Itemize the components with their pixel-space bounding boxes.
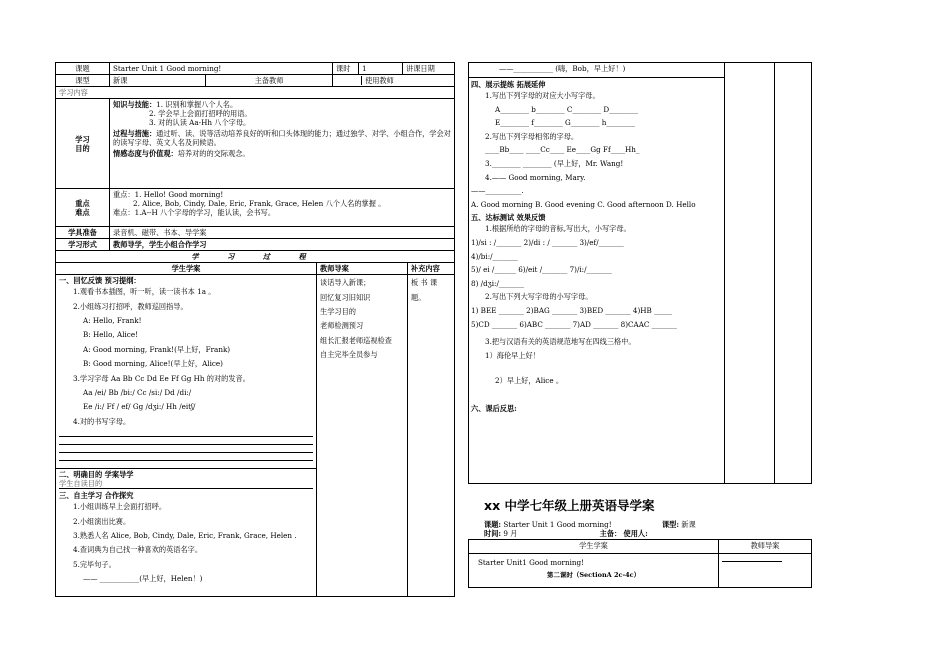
doc-meta-row-2 — [468, 529, 811, 538]
doc-type-value: 新课 — [681, 519, 696, 529]
right-teacher-cell — [725, 63, 775, 484]
section-3-title: 三、自主学习 合作探究 — [59, 491, 134, 501]
s5-line-1: 1.根据所给的字母的音标,写出大，小写字母。 — [485, 224, 631, 234]
teacher-note-1: 谈话导入新课； — [320, 278, 371, 288]
lesson2-period-line: 第二课时（SectionA 2c-4c） — [546, 570, 641, 579]
s5-line-8: 5)CD _______ 6)ABC _______ 7)AD _______ 8)CAAC _______ — [471, 319, 677, 329]
tools-value: 录音机、磁带、书本、导学案 — [110, 227, 455, 239]
s5-line-5: 8) /dʒi:/_______ — [471, 278, 525, 288]
s1-line-10: 4.对的书写字母。 — [73, 416, 131, 426]
knowledge-item-2: 2. 学会早上会面打招呼的用语。 — [149, 109, 252, 118]
learning-process-table — [55, 250, 455, 597]
s5-line-7: 1) BEE _______ 2)BAG _______ 3)BED _______ 4)HB _____ — [471, 305, 673, 315]
emotion-title: 情感态度与价值观： — [113, 149, 178, 158]
teacher-note-5: 组长汇报老师巡视检查 — [320, 335, 392, 345]
knowledge-title: 知识与技能： — [113, 100, 157, 109]
right-student-cell — [469, 63, 725, 484]
type-label: 课型 — [56, 75, 110, 87]
focus-point-1: 重点：1. Hello! Good morning! — [113, 190, 224, 199]
doc-time-value: 9 月 — [503, 528, 518, 538]
s1-line-7: 3.学习字母 Aa Bb Cc Dd Ee Ff Gg Hh 的对的发音。 — [73, 373, 250, 383]
section-1-title: 一、回忆反馈 预习提纲： — [59, 276, 141, 286]
knowledge-item-1: 1. 识别和掌握八个人名。 — [156, 100, 238, 109]
s1-line-2: 2.小组练习打招呼，教师巡回指导。 — [73, 301, 188, 311]
section-5-title: 五、达标测试 效果反馈 — [471, 213, 546, 223]
s5-line-10: 1）海伦早上好！ — [485, 350, 540, 360]
lesson2-unit-line: Starter Unit1 Good morning! — [478, 557, 585, 567]
s1-line-9: Ee /i:/ Ff / ef/ Gg /dʒi:/ Hh /eitʃ/ — [83, 402, 196, 412]
doc-user-label: 使用人: — [623, 528, 648, 538]
s4-line-7: 4.—— Good morning, Mary. — [485, 172, 586, 182]
right-process-table — [468, 62, 812, 484]
extra-content-cell — [408, 275, 455, 597]
teacher-note-2: 回忆复习旧知识 — [320, 292, 371, 302]
s4-line-8: ——__________. — [471, 186, 524, 196]
s1-line-5: A: Good morning, Frank!(早上好，Frank) — [83, 344, 231, 354]
tools-label: 学具准备 — [56, 227, 110, 239]
s1-line-1: 1.观看书本插图，听一听，读一读书本 1a 。 — [73, 287, 216, 297]
s5-line-11: 2）早上好，Alice 。 — [495, 376, 564, 386]
teacher-column-header: 教师导案 — [317, 263, 408, 275]
lesson2-student-cell — [469, 553, 719, 587]
s5-line-2: 1)/si : /_______ 2)/di : / _______ 3)/ef/_______ — [471, 237, 624, 247]
doc-meta-row-1 — [468, 520, 811, 529]
teacher-plan-cell — [317, 275, 408, 597]
teacher-note-3: 生学习目的 — [320, 307, 356, 317]
section-3 — [56, 490, 316, 587]
extra-column-header: 补充内容 — [408, 263, 455, 275]
focus-difficulty: 难点：1.A--H 八个字母的学习，能认读，会书写。 — [113, 208, 276, 217]
doc-chief-label: 主备： — [599, 528, 622, 538]
date-label: 讲课日期 — [403, 63, 455, 75]
teacher-note-6: 自主完毕全员参与 — [320, 350, 378, 360]
s4-line-5: ____Bb____ ____Cc____ Ee____Gg Ff____Hh_ — [485, 145, 640, 155]
s4-options: A. Good morning B. Good evening C. Good afternoon D. Hello — [471, 199, 696, 209]
period-value: 1 — [359, 63, 403, 75]
s5-line-4: 5)/ ei /______ 6)/eit /_______ 7)/i:/_______ — [471, 265, 612, 275]
s3-line-1: 1.小组训练早上会面打招呼。 — [73, 502, 167, 512]
lesson2-table — [468, 539, 812, 588]
form-label: 学习形式 — [56, 239, 110, 251]
form-value: 教师导学，学生小组合作学习 — [110, 239, 455, 251]
student-column-header: 学生学案 — [56, 263, 317, 275]
greeting-blank-line: ——___________ (嗨，Bob，早上好！) — [499, 64, 626, 73]
s4-line-3: E________ f________ G________ h________ — [495, 118, 636, 128]
focus-point-2: 2. Alice, Bob, Cindy, Dale, Eric, Frank, Grace, Helen 八个人名的掌握 。 — [133, 199, 386, 208]
lesson2-student-header: 学生学案 — [469, 539, 719, 553]
process-heading: 学 习 过 程 — [56, 251, 455, 263]
section-2-line: 学生自读目的 — [59, 479, 313, 489]
lesson2-teacher-cell — [719, 553, 812, 587]
focus-label: 重点 难点 — [56, 189, 110, 227]
s1-line-4: B: Hello, Alice! — [83, 330, 138, 340]
lesson-header-table — [55, 62, 455, 251]
s3-line-6: —— ___________(早上好，Helen！) — [83, 574, 203, 584]
s3-line-4: 4.查词典为自己找一种喜欢的英语名字。 — [73, 545, 203, 555]
topic-label: 课题 — [56, 63, 110, 75]
teacher-note-4: 老师检测预习 — [320, 321, 364, 331]
section-6-title: 六、课后反思: — [471, 403, 517, 413]
s3-line-2: 2.小组演出比赛。 — [73, 516, 131, 526]
focus-content — [110, 189, 455, 227]
goals-label: 学习 目的 — [56, 99, 110, 189]
process-text: 通过听、读、说等活动培养良好的听和口头体现的能力；通过独学、对学、小组合作，学会对的读写字母、英文人名及问候语。 — [113, 129, 451, 147]
s4-line-6: 3.________ ________ (早上好，Mr. Wang! — [485, 158, 624, 168]
s4-line-2: A________ b________ C________ D________ — [495, 104, 638, 114]
extra-note: 板 书 课 题。 — [411, 278, 438, 302]
doc-type-label: 课型: — [661, 519, 679, 529]
doc-time-label: 时间: — [484, 528, 502, 538]
s1-line-3: A: Hello, Frank! — [83, 316, 142, 326]
section-1 — [56, 275, 316, 462]
goals-content — [110, 99, 455, 189]
s3-line-3: 3.熟悉人名 Alice, Bob, Cindy, Dale, Eric, Frank, Grace, Helen . — [73, 531, 297, 541]
document-title: xx 中学七年级上册英语导学案 — [484, 498, 655, 513]
s3-line-5: 5.完毕句子。 — [73, 559, 116, 569]
s1-line-6: B: Good morning, Alice!(早上好，Alice) — [83, 359, 223, 369]
doc-topic-label: 课题: — [484, 519, 502, 529]
s4-line-4: 2.写出下列字母相邻的字母。 — [485, 131, 579, 141]
right-page — [468, 62, 811, 588]
topic-value: Starter Unit 1 Good morning! — [110, 63, 333, 75]
student-plan-cell — [56, 275, 317, 597]
section-2-title: 二、明确目的 学案导学 — [59, 470, 134, 480]
s5-line-9: 3.把与汉语有关的英语规范地写在四线三格中。 — [485, 337, 636, 347]
s4-line-1: 1.写出下列字母的对应大小写字母。 — [485, 91, 600, 100]
section-4-title: 四、展示提练 拓展延伸 — [471, 80, 546, 89]
left-page — [55, 62, 454, 597]
process-title: 过程与措施： — [113, 129, 157, 138]
s5-line-6: 2.写出下列大写字母的小写字母。 — [485, 292, 593, 302]
content-label: 学习内容 — [56, 87, 455, 99]
doc-topic-value: Starter Unit 1 Good morning! — [503, 519, 612, 529]
section-2 — [56, 468, 316, 490]
right-extra-cell — [775, 63, 812, 484]
user-teacher-label: 使用教师 — [361, 76, 394, 85]
chief-teacher-label: 主备教师 — [206, 75, 333, 87]
period-label: 课时 — [333, 63, 359, 75]
emotion-text: 培养对的的交际观念。 — [177, 149, 250, 158]
lesson2-teacher-header: 教师导案 — [719, 539, 812, 553]
s1-line-8: Aa /ei/ Bb /bi:/ Cc /si:/ Dd /di:/ — [83, 388, 192, 398]
type-value: 新课 — [110, 75, 206, 87]
knowledge-item-3: 3. 对的认读 Aa-Hh 八个字母。 — [149, 118, 251, 127]
s5-line-3: 4)/bi:/_______ — [471, 251, 518, 261]
